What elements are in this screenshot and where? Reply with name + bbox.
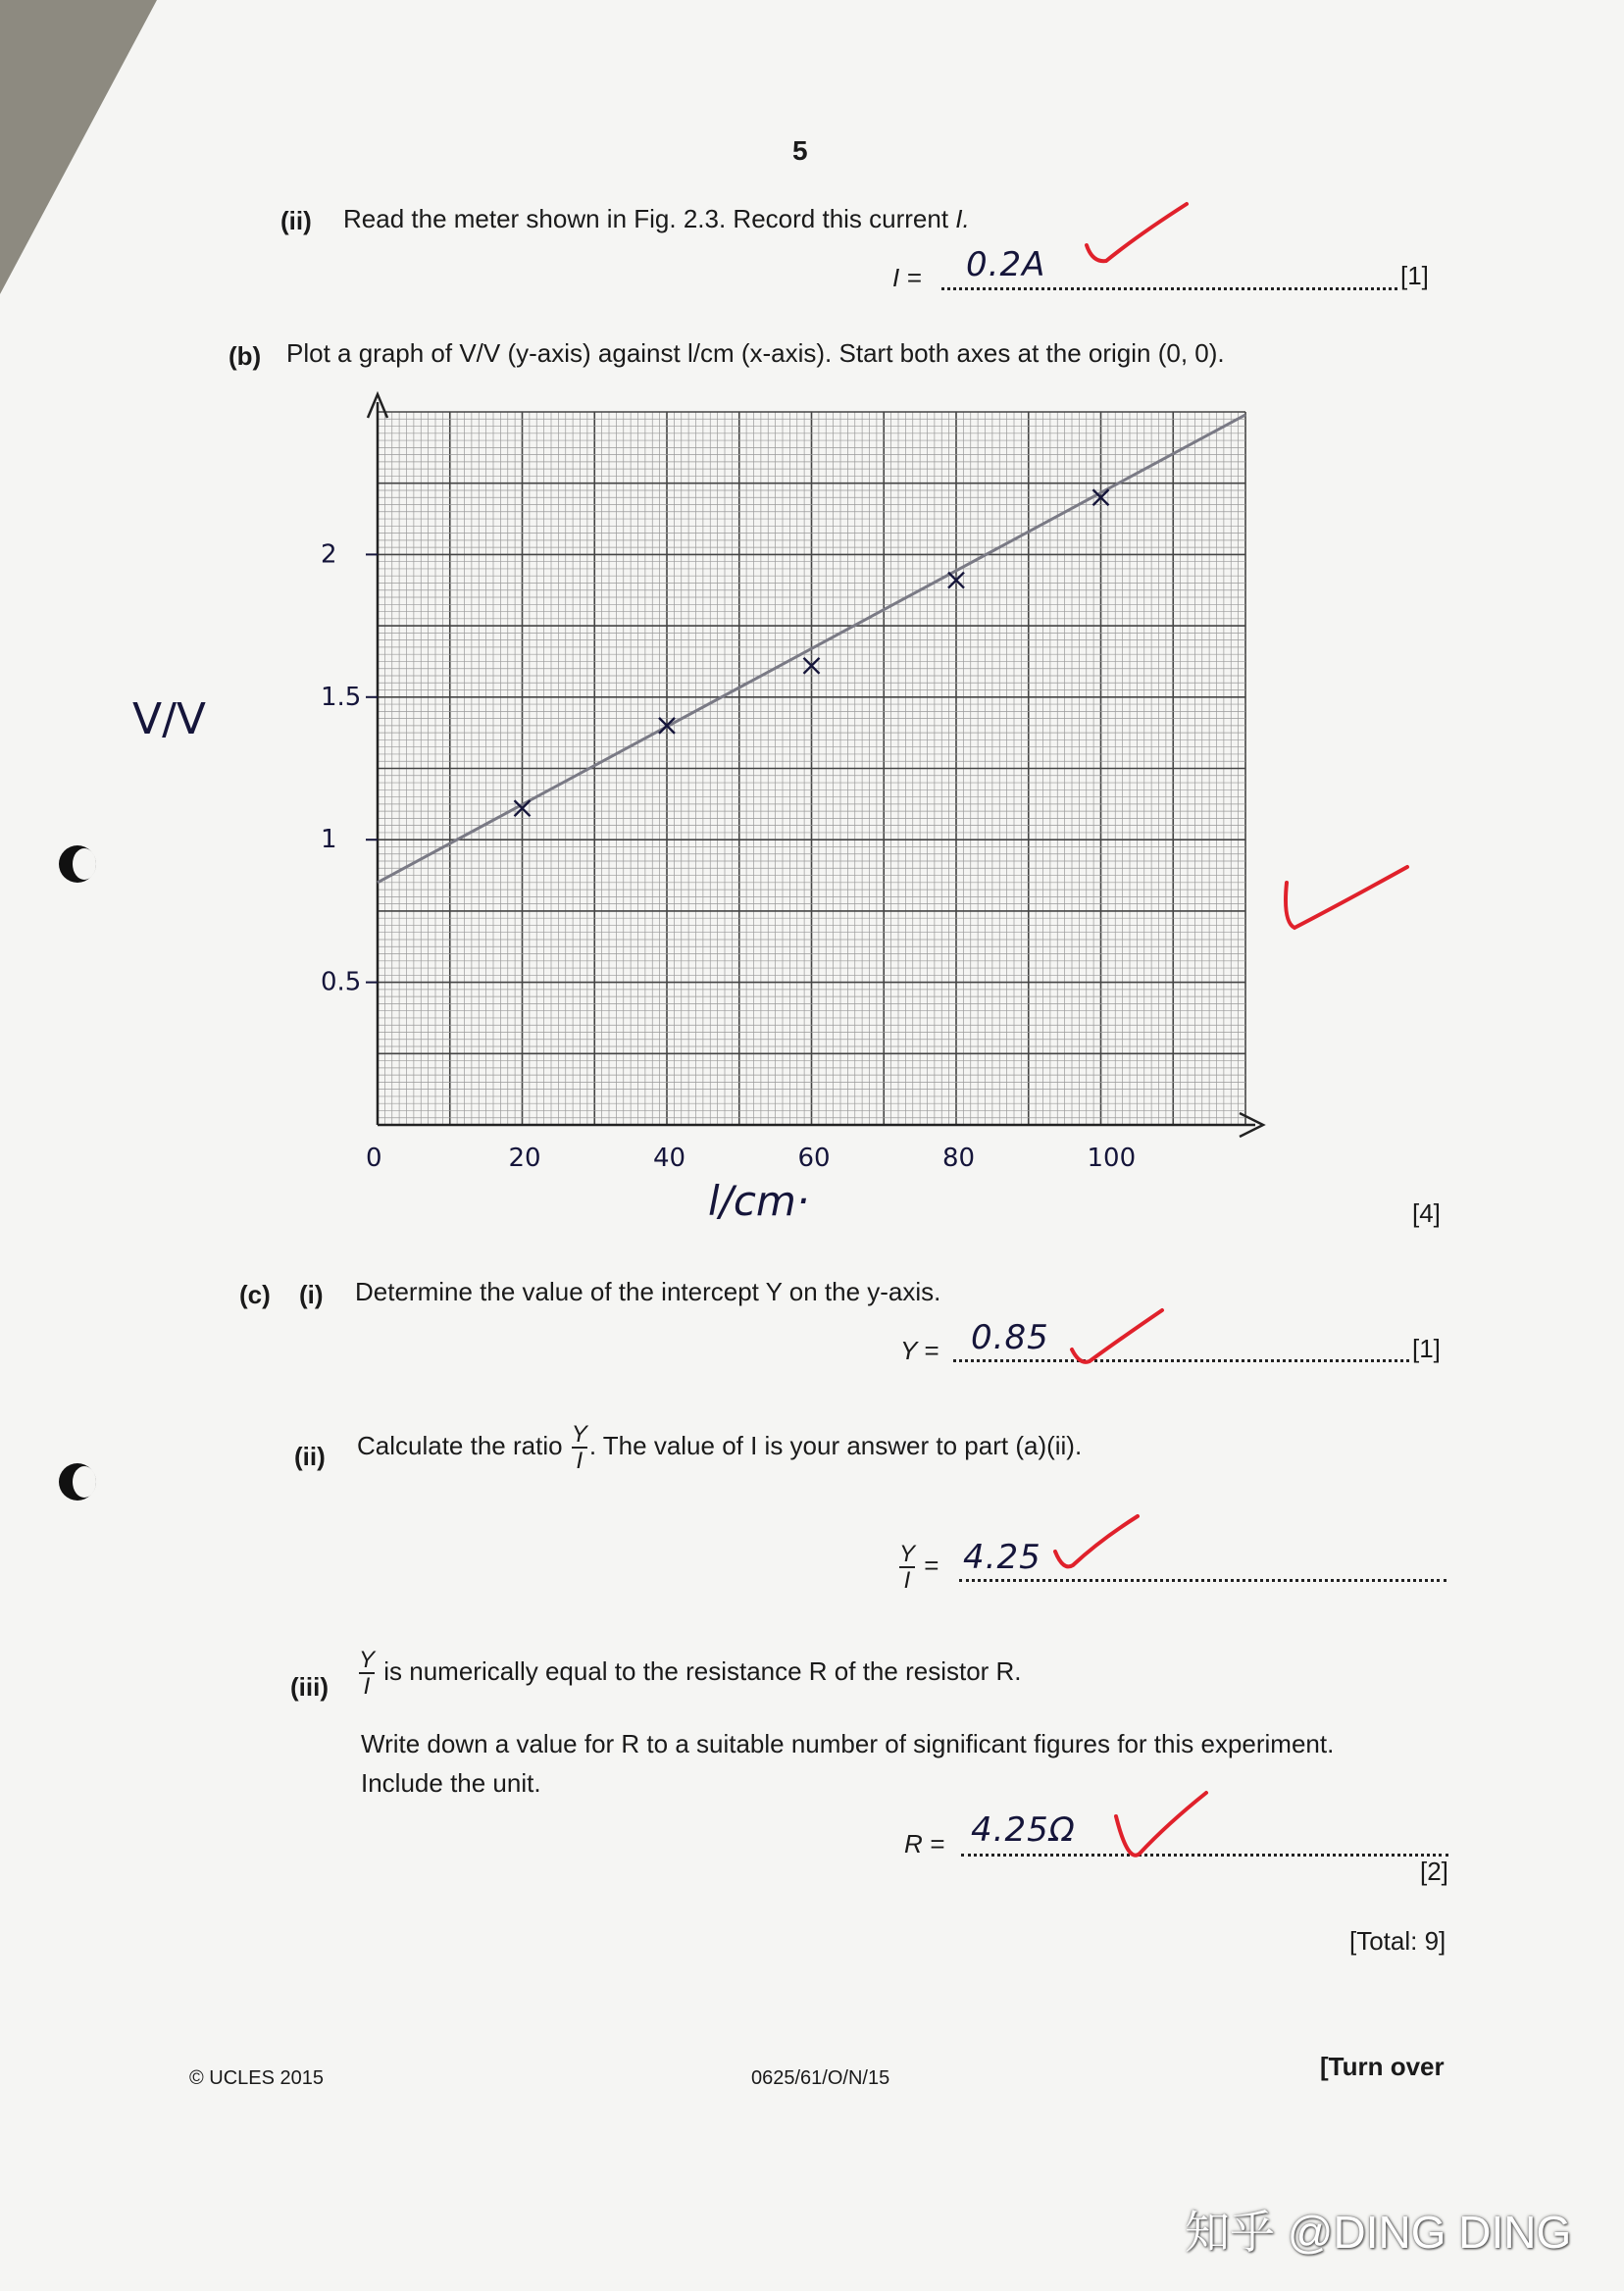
y-tick-label: 0.5: [321, 967, 362, 997]
question-text-body: Calculate the ratio: [357, 1431, 563, 1461]
answer-fraction-label: $\frac{Y}{I}$ =: [899, 1541, 939, 1595]
question-text: Write down a value for R to a suitable number of significant figures for this experiment.: [361, 1729, 1335, 1758]
red-check-icon: [1049, 1510, 1147, 1589]
y-tick-label: 1.5: [321, 682, 362, 712]
y-tick-label: 2: [321, 539, 337, 570]
current-variable: I.: [955, 204, 970, 233]
fraction-numerator: Y: [359, 1647, 376, 1673]
page-number: 5: [792, 135, 808, 166]
answer-label: I =: [892, 263, 922, 292]
handwritten-answer: 0.2A: [966, 245, 1046, 284]
handwritten-answer: 0.85: [971, 1318, 1049, 1357]
fraction-denominator: I: [576, 1448, 584, 1475]
footer-turn-over: [Turn over: [1320, 2052, 1445, 2081]
ratio-fraction: [359, 1648, 375, 1699]
x-axis-label: l/cm·: [708, 1177, 810, 1225]
red-check-icon: [1275, 853, 1422, 951]
answer-line: [953, 1359, 1409, 1362]
question-number: (ii): [294, 1442, 326, 1471]
question-text: [357, 1422, 1082, 1473]
y-axis-label: V/V: [132, 694, 207, 744]
footer-paper-code: 0625/61/O/N/15: [751, 2067, 890, 2089]
marks: [4]: [1412, 1198, 1441, 1228]
fraction-denominator: I: [363, 1673, 371, 1701]
punch-hole: [59, 1463, 96, 1501]
question-part-label: (b): [228, 341, 262, 371]
fraction-numerator: Y: [899, 1541, 916, 1567]
question-text-body: is numerically equal to the resistance R of the resistor R.: [383, 1656, 1022, 1687]
red-check-icon: [1064, 1304, 1172, 1383]
question-text: Determine the value of the intercept Y on the y-axis.: [355, 1277, 941, 1306]
answer-line: [959, 1579, 1446, 1582]
handwritten-answer: 4.25: [963, 1538, 1041, 1577]
x-tick-label: 40: [653, 1144, 686, 1173]
fraction-numerator: Y: [571, 1421, 587, 1448]
marks: [1]: [1412, 1334, 1441, 1363]
question-text-body: . The value of I is your answer to part (a)(ii).: [588, 1431, 1083, 1461]
x-tick-label: 100: [1087, 1144, 1137, 1173]
question-number: (iii): [290, 1672, 329, 1702]
y-tick-label: 1: [321, 825, 337, 855]
ratio-fraction: [899, 1542, 915, 1593]
footer-copyright: © UCLES 2015: [189, 2067, 325, 2089]
question-text: Include the unit.: [361, 1768, 541, 1798]
question-text: [357, 1648, 1022, 1699]
question-part-label: (c): [239, 1280, 271, 1309]
handwritten-answer: 4.25Ω: [971, 1810, 1076, 1850]
total-marks: [Total: 9]: [1349, 1926, 1446, 1956]
ratio-fraction: [572, 1422, 587, 1473]
x-tick-label: 20: [508, 1144, 541, 1173]
question-text-body: Read the meter shown in Fig. 2.3. Record this current: [343, 204, 956, 233]
x-tick-label: 0: [366, 1144, 382, 1173]
marks: [1]: [1400, 261, 1429, 290]
question-number: (i): [299, 1280, 324, 1309]
x-tick-label: 60: [797, 1144, 831, 1173]
x-tick-label: 80: [942, 1144, 976, 1173]
question-number: (ii): [280, 206, 312, 235]
answer-label: Y =: [900, 1336, 939, 1365]
watermark: 知乎 @DING DING: [1185, 2207, 1572, 2258]
red-check-icon: [1108, 1785, 1216, 1873]
question-text: Plot a graph of V/V (y-axis) against l/cm (x-axis). Start both axes at the origin (0, 0).: [286, 338, 1225, 368]
answer-label: R =: [904, 1829, 945, 1858]
fraction-denominator: I: [903, 1567, 911, 1595]
marks: [2]: [1420, 1857, 1448, 1886]
